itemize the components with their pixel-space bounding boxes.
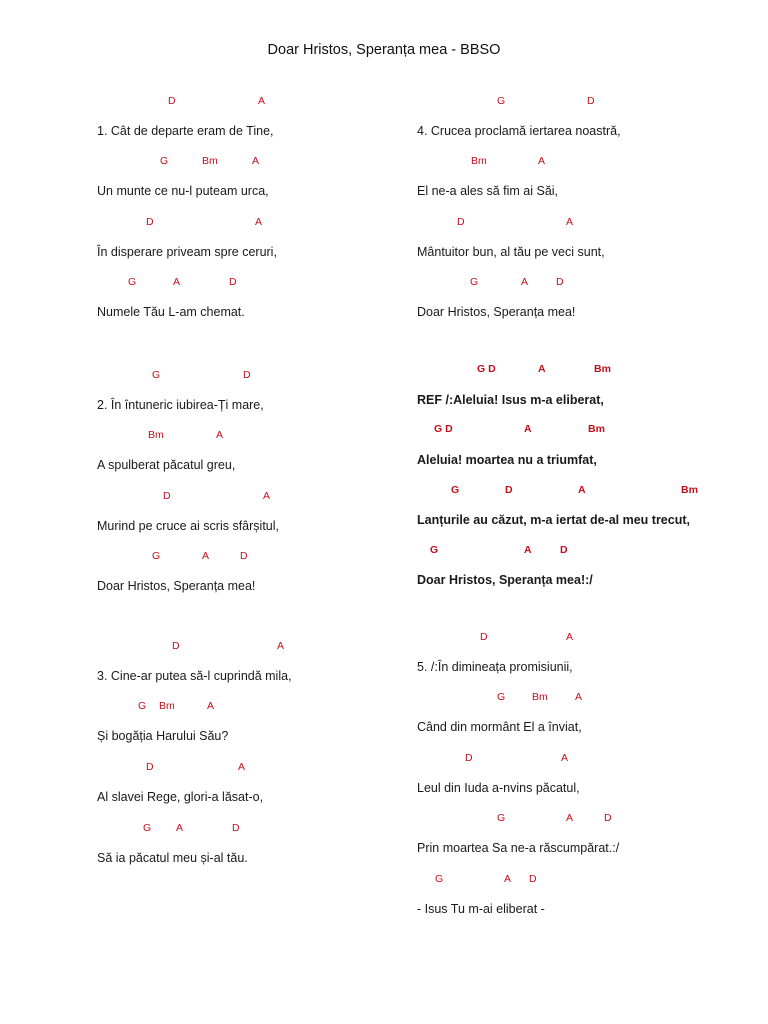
chord-line <box>97 490 397 504</box>
chord: Bm <box>471 155 487 167</box>
chord: D <box>505 484 513 496</box>
chord-line <box>417 873 747 887</box>
chord: Bm <box>148 429 164 441</box>
lyric-line: Al slavei Rege, glori-a lăsat-o, <box>97 790 264 804</box>
lyric-line: Numele Tău L-am chemat. <box>97 305 245 319</box>
chord: A <box>207 700 215 712</box>
chord: A <box>524 544 532 556</box>
chord: A <box>202 550 210 562</box>
chord: D <box>243 369 251 381</box>
chord: G <box>128 276 137 288</box>
chord: G <box>160 155 169 167</box>
chord: Bm <box>594 363 611 375</box>
chord-line <box>417 423 747 437</box>
chord-line <box>417 544 747 558</box>
chord: D <box>604 812 612 824</box>
chord: G <box>497 812 506 824</box>
chord: A <box>173 276 181 288</box>
lyric-line: Doar Hristos, Speranța mea! <box>417 305 576 319</box>
lyric-line: Doar Hristos, Speranța mea!:/ <box>417 573 593 587</box>
chord: A <box>277 640 285 652</box>
chord: G <box>470 276 479 288</box>
lyric-line: 3. Cine-ar putea să-l cuprindă mila, <box>97 669 292 683</box>
chord-line <box>417 484 747 498</box>
chord-line <box>417 216 747 230</box>
lyric-line: 1. Cât de departe eram de Tine, <box>97 124 274 138</box>
chord: D <box>480 631 488 643</box>
chord: A <box>263 490 271 502</box>
chord: A <box>176 822 184 834</box>
chord-line <box>417 631 747 645</box>
chord-line <box>417 752 747 766</box>
chord-line <box>417 363 747 377</box>
lyric-line: 5. /:În dimineața promisiunii, <box>417 660 573 674</box>
chord: G <box>152 550 161 562</box>
chord: A <box>255 216 263 228</box>
chord: G <box>143 822 152 834</box>
chord: D <box>229 276 237 288</box>
chord-line <box>97 761 397 775</box>
chord: G <box>497 691 506 703</box>
chord: D <box>232 822 240 834</box>
lyric-line: Să ia păcatul meu și-al tău. <box>97 851 248 865</box>
chord: A <box>252 155 260 167</box>
chord-line <box>417 276 747 290</box>
chord: G D <box>434 423 453 435</box>
page-title: Doar Hristos, Speranța mea - BBSO <box>267 42 501 58</box>
chord: G <box>430 544 439 556</box>
chord: A <box>566 812 574 824</box>
lyric-line: Și bogăția Harului Său? <box>97 729 229 743</box>
lyric-line: 2. În întuneric iubirea-Ți mare, <box>97 398 264 412</box>
lyric-line: El ne-a ales să fim ai Săi, <box>417 184 559 198</box>
chord-line <box>97 429 397 443</box>
chord: Bm <box>159 700 175 712</box>
chord: Bm <box>681 484 698 496</box>
chord: D <box>556 276 564 288</box>
chord: D <box>529 873 537 885</box>
chord: G <box>451 484 460 496</box>
lyric-line: Un munte ce nu-l puteam urca, <box>97 184 269 198</box>
chord: A <box>504 873 512 885</box>
chord: A <box>575 691 583 703</box>
lyric-line: Lanțurile au căzut, m-a iertat de-al meu trecut, <box>417 513 690 527</box>
chord: D <box>146 216 154 228</box>
chord: G <box>497 95 506 107</box>
chord: D <box>168 95 176 107</box>
chord: G <box>152 369 161 381</box>
chord-line <box>97 155 397 169</box>
chord: A <box>538 155 546 167</box>
chord: A <box>238 761 246 773</box>
chord-line <box>417 155 747 169</box>
lyric-line: Doar Hristos, Speranța mea! <box>97 579 256 593</box>
lyric-line: Când din mormânt El a înviat, <box>417 720 582 734</box>
chord-line <box>97 550 397 564</box>
lyric-line: În disperare priveam spre ceruri, <box>97 245 277 259</box>
chord: A <box>578 484 586 496</box>
chord-line <box>417 812 747 826</box>
lyric-line: A spulberat păcatul greu, <box>97 458 236 472</box>
chord-line <box>97 276 397 290</box>
chord: D <box>457 216 465 228</box>
chord-line <box>97 369 397 383</box>
lyric-line: Murind pe cruce ai scris sfârșitul, <box>97 519 280 533</box>
chord: A <box>521 276 529 288</box>
chord: A <box>566 631 574 643</box>
chord: A <box>216 429 224 441</box>
lyric-line: Leul din Iuda a-nvins păcatul, <box>417 781 580 795</box>
chord: A <box>561 752 569 764</box>
chord-line <box>97 95 397 109</box>
chord: Bm <box>202 155 218 167</box>
chord: D <box>240 550 248 562</box>
chord: Bm <box>588 423 605 435</box>
chord: D <box>560 544 568 556</box>
chord-line <box>417 691 747 705</box>
chord: D <box>465 752 473 764</box>
lyric-line: Prin moartea Sa ne-a răscumpărat.:/ <box>417 841 620 855</box>
chord: G <box>138 700 147 712</box>
lyric-line: - Isus Tu m-ai eliberat - <box>417 902 545 916</box>
chord: G <box>435 873 444 885</box>
chord-line <box>97 216 397 230</box>
chord: D <box>172 640 180 652</box>
chord: G D <box>477 363 496 375</box>
chord: A <box>258 95 266 107</box>
chord-line <box>97 640 397 654</box>
chord: A <box>524 423 532 435</box>
chord-line <box>97 822 397 836</box>
lyric-line: 4. Crucea proclamă iertarea noastră, <box>417 124 621 138</box>
chord: D <box>163 490 171 502</box>
lyric-line: REF /:Aleluia! Isus m-a eliberat, <box>417 393 604 407</box>
chord: D <box>587 95 595 107</box>
chord: Bm <box>532 691 548 703</box>
chord: A <box>566 216 574 228</box>
lyric-line: Aleluia! moartea nu a triumfat, <box>417 453 597 467</box>
lyric-line: Mântuitor bun, al tău pe veci sunt, <box>417 245 605 259</box>
chord-line <box>417 95 747 109</box>
chord: A <box>538 363 546 375</box>
chord: D <box>146 761 154 773</box>
chord-line <box>97 700 397 714</box>
